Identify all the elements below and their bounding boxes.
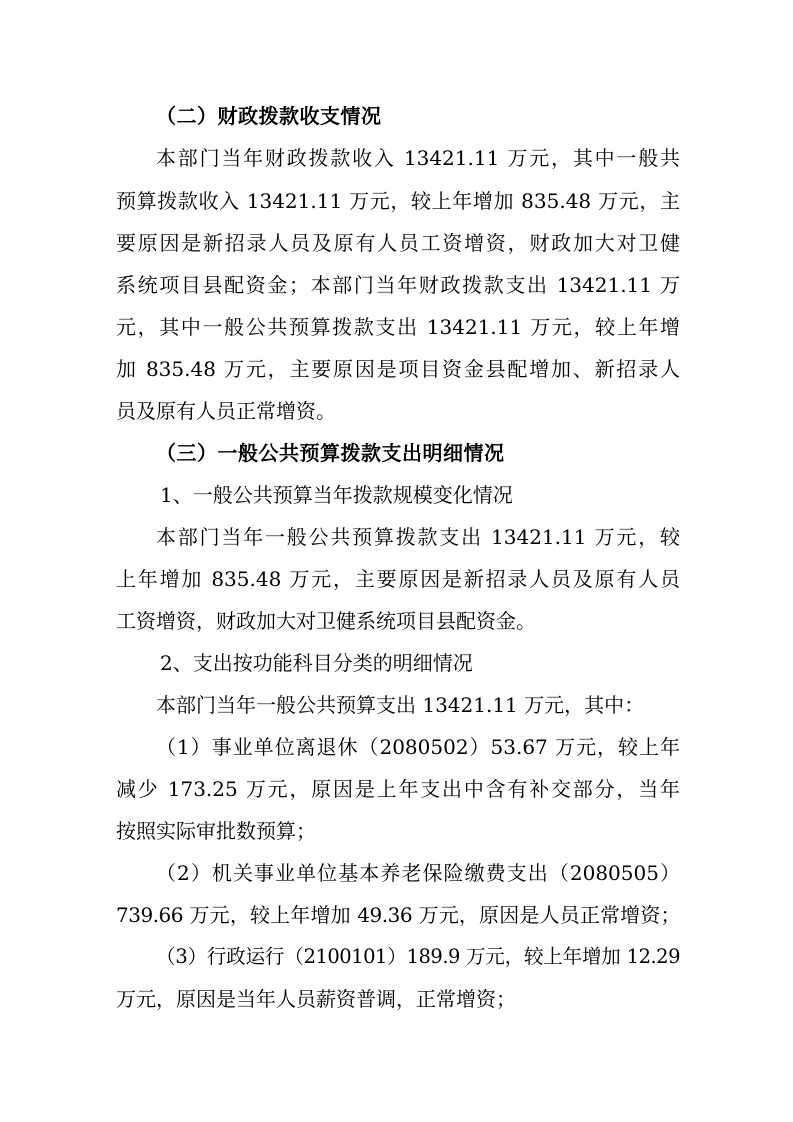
paragraph-line: 上年增加 835.48 万元，主要原因是新招录人员及原有人员 (116, 567, 680, 591)
subheading: 2、支出按功能科目分类的明细情况 (160, 651, 473, 675)
list-item-line: （2）机关事业单位基本养老保险缴费支出（2080505） (156, 861, 680, 885)
paragraph-line: 系统项目县配资金；本部门当年财政拨款支出 13421.11 万 (116, 273, 680, 297)
list-item-line: 减少 173.25 万元，原因是上年支出中含有补交部分，当年 (116, 777, 680, 801)
paragraph-line: 预算拨款收入 13421.11 万元，较上年增加 835.48 万元，主 (116, 189, 680, 213)
list-item-line: 按照实际审批数预算； (116, 819, 316, 843)
list-item-line: （1）事业单位离退休（2080502）53.67 万元，较上年 (156, 735, 680, 759)
paragraph-line: 员及原有人员正常增资。 (116, 399, 336, 423)
list-item-line: （3）行政运行（2100101）189.9 万元，较上年增加 12.29 (156, 945, 680, 968)
paragraph-line: 要原因是新招录人员及原有人员工资增资，财政加大对卫健 (116, 231, 680, 255)
paragraph-line: 元，其中一般公共预算拨款支出 13421.11 万元，较上年增 (116, 315, 680, 339)
paragraph-line: 本部门当年一般公共预算拨款支出 13421.11 万元，较 (156, 525, 680, 549)
paragraph-line: 加 835.48 万元，主要原因是项目资金县配增加、新招录人 (116, 357, 680, 381)
list-item-line: 万元，原因是当年人员薪资普调，正常增资； (116, 987, 516, 1011)
paragraph-line: 本部门当年财政拨款收入 13421.11 万元，其中一般共 (156, 146, 680, 170)
subheading: 1、一般公共预算当年拨款规模变化情况 (160, 483, 513, 507)
list-item-line: 739.66 万元，较上年增加 49.36 万元，原因是人员正常增资； (116, 903, 680, 927)
paragraph-line: 本部门当年一般公共预算支出 13421.11 万元，其中： (156, 693, 645, 717)
paragraph-line: 工资增资，财政加大对卫健系统项目县配资金。 (116, 609, 536, 633)
section-heading: （二）财政拨款收支情况 (156, 104, 382, 128)
section-heading: （三）一般公共预算拨款支出明细情况 (156, 441, 505, 465)
